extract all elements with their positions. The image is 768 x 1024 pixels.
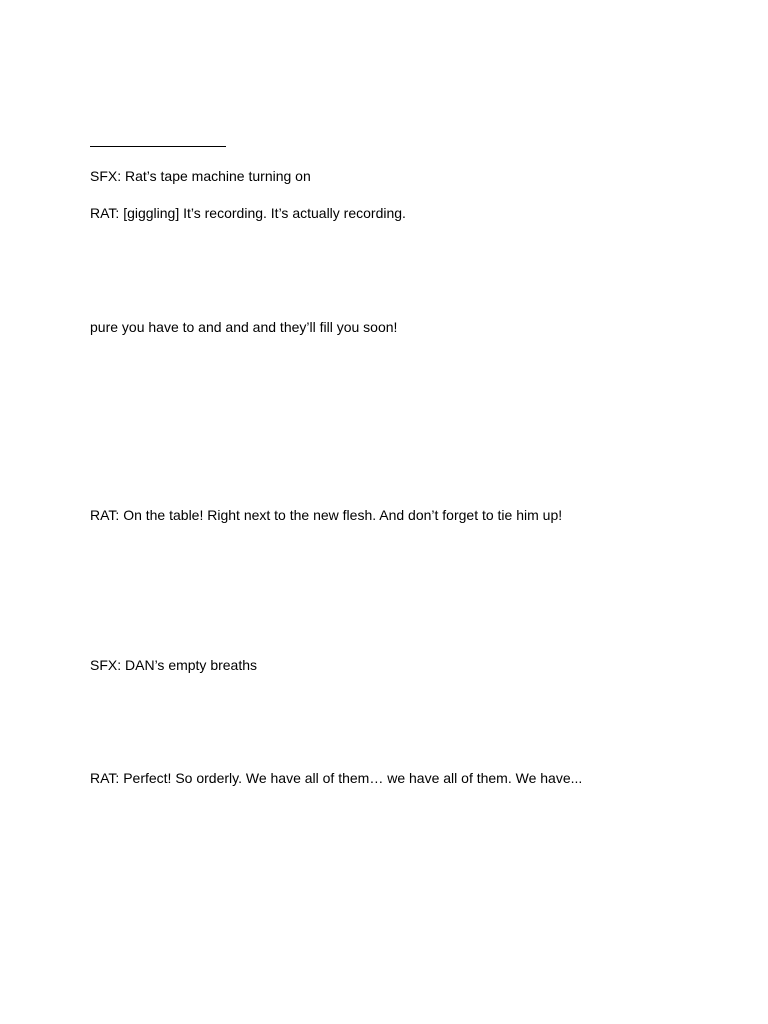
script-line-sfx-tape-machine: SFX: Rat’s tape machine turning on (90, 168, 311, 184)
script-line-rat-recording: RAT: [giggling] It’s recording. It’s actually recording. (90, 205, 406, 221)
script-line-sfx-breaths: SFX: DAN’s empty breaths (90, 657, 258, 673)
script-line-fragment: pure you have to and and and they’ll fill you soon! (90, 319, 398, 335)
script-line-rat-perfect: RAT: Perfect! So orderly. We have all of them… we have all of them. We have... (90, 770, 583, 786)
script-line-rat-table: RAT: On the table! Right next to the new flesh. And don’t forget to tie him up! (90, 507, 563, 523)
section-divider (90, 146, 226, 147)
